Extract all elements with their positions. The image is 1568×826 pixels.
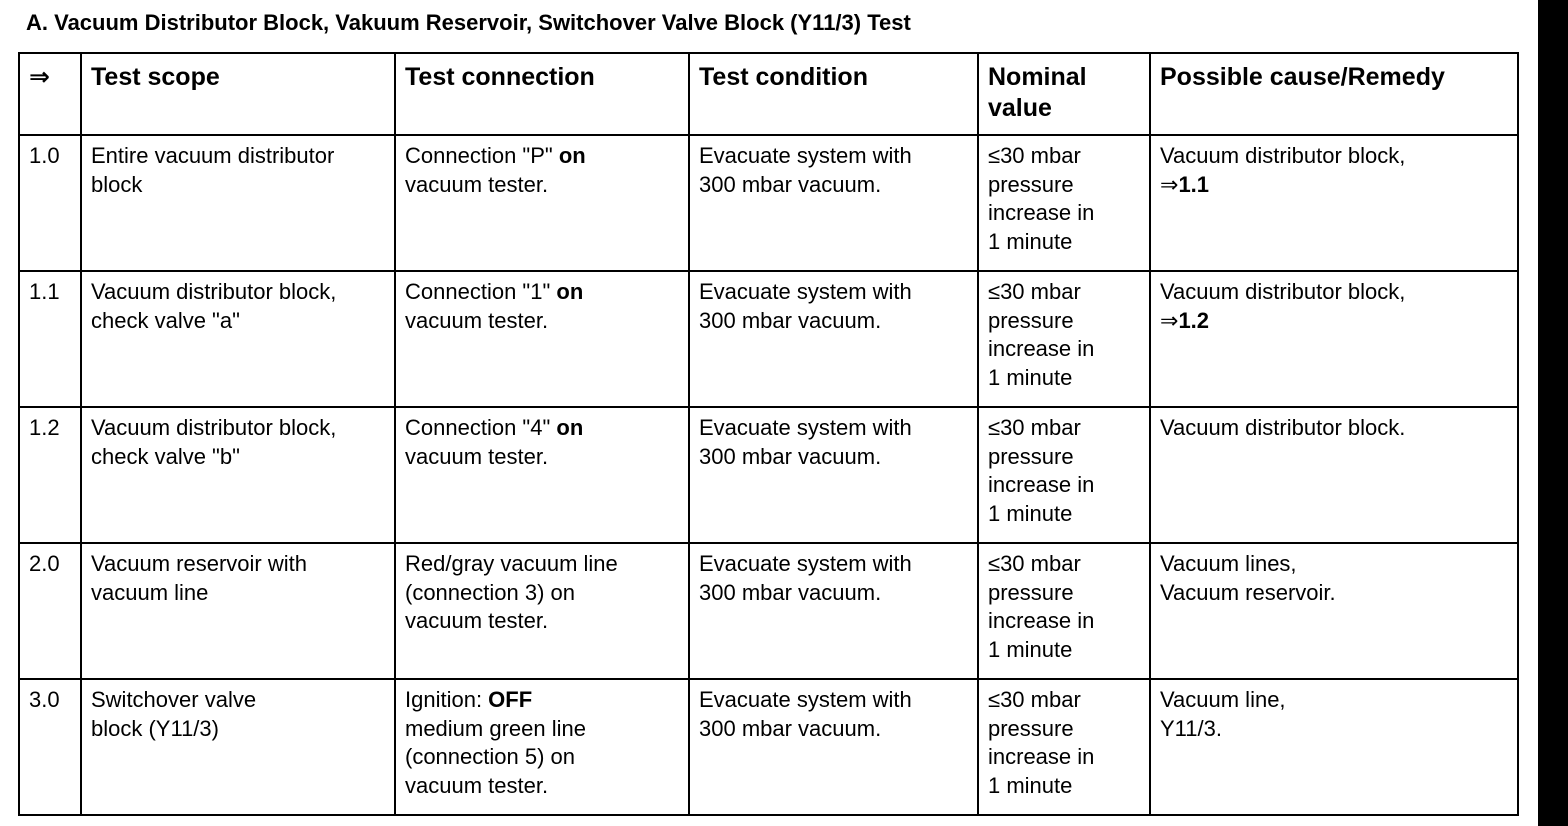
page-title: A. Vacuum Distributor Block, Vakuum Reservoir, Switchover Valve Block (Y11/3) Test: [26, 10, 911, 35]
nominal-value-cell: ≤30 mbar pressure increase in 1 minute: [978, 135, 1150, 271]
header-test-condition: Test condition: [689, 53, 978, 135]
test-scope-cell: Switchover valve block (Y11/3): [81, 679, 395, 815]
test-condition-cell: Evacuate system with 300 mbar vacuum.: [689, 135, 978, 271]
test-condition-cell: Evacuate system with 300 mbar vacuum.: [689, 407, 978, 543]
table-row: [19, 679, 1518, 815]
step-number: 1.1: [19, 271, 81, 407]
test-scope-cell: Vacuum distributor block, check valve "a": [81, 271, 395, 407]
header-step: ⇒: [19, 53, 81, 135]
possible-cause-cell: Vacuum distributor block, ⇒1.1: [1150, 135, 1518, 271]
test-connection-cell: Ignition: OFF medium green line (connection 5) on vacuum tester.: [395, 679, 689, 815]
table-row: [19, 135, 1518, 271]
nominal-value-cell: ≤30 mbar pressure increase in 1 minute: [978, 407, 1150, 543]
test-connection-cell: Red/gray vacuum line (connection 3) on vacuum tester.: [395, 543, 689, 679]
table-row: [19, 407, 1518, 543]
test-connection-cell: Connection "1" on vacuum tester.: [395, 271, 689, 407]
possible-cause-cell: Vacuum lines, Vacuum reservoir.: [1150, 543, 1518, 679]
nominal-value-cell: ≤30 mbar pressure increase in 1 minute: [978, 679, 1150, 815]
header-possible-cause: Possible cause/Remedy: [1150, 53, 1518, 135]
possible-cause-cell: Vacuum distributor block.: [1150, 407, 1518, 543]
nominal-value-cell: ≤30 mbar pressure increase in 1 minute: [978, 543, 1150, 679]
header-nominal-value: Nominal value: [978, 53, 1150, 135]
test-condition-cell: Evacuate system with 300 mbar vacuum.: [689, 271, 978, 407]
test-scope-cell: Vacuum distributor block, check valve "b": [81, 407, 395, 543]
test-connection-cell: Connection "4" on vacuum tester.: [395, 407, 689, 543]
header-test-scope: Test scope: [81, 53, 395, 135]
table-row: [19, 271, 1518, 407]
step-number: 3.0: [19, 679, 81, 815]
test-scope-cell: Vacuum reservoir with vacuum line: [81, 543, 395, 679]
possible-cause-cell: Vacuum distributor block, ⇒1.2: [1150, 271, 1518, 407]
test-table: [18, 52, 1519, 816]
table-header-row: [19, 53, 1518, 135]
nominal-value-cell: ≤30 mbar pressure increase in 1 minute: [978, 271, 1150, 407]
step-number: 2.0: [19, 543, 81, 679]
table-row: [19, 543, 1518, 679]
test-condition-cell: Evacuate system with 300 mbar vacuum.: [689, 543, 978, 679]
test-connection-cell: Connection "P" on vacuum tester.: [395, 135, 689, 271]
test-condition-cell: Evacuate system with 300 mbar vacuum.: [689, 679, 978, 815]
step-number: 1.2: [19, 407, 81, 543]
possible-cause-cell: Vacuum line, Y11/3.: [1150, 679, 1518, 815]
step-number: 1.0: [19, 135, 81, 271]
header-test-connection: Test connection: [395, 53, 689, 135]
test-scope-cell: Entire vacuum distributor block: [81, 135, 395, 271]
right-edge-band: [1538, 0, 1568, 826]
table-body: [19, 135, 1518, 815]
